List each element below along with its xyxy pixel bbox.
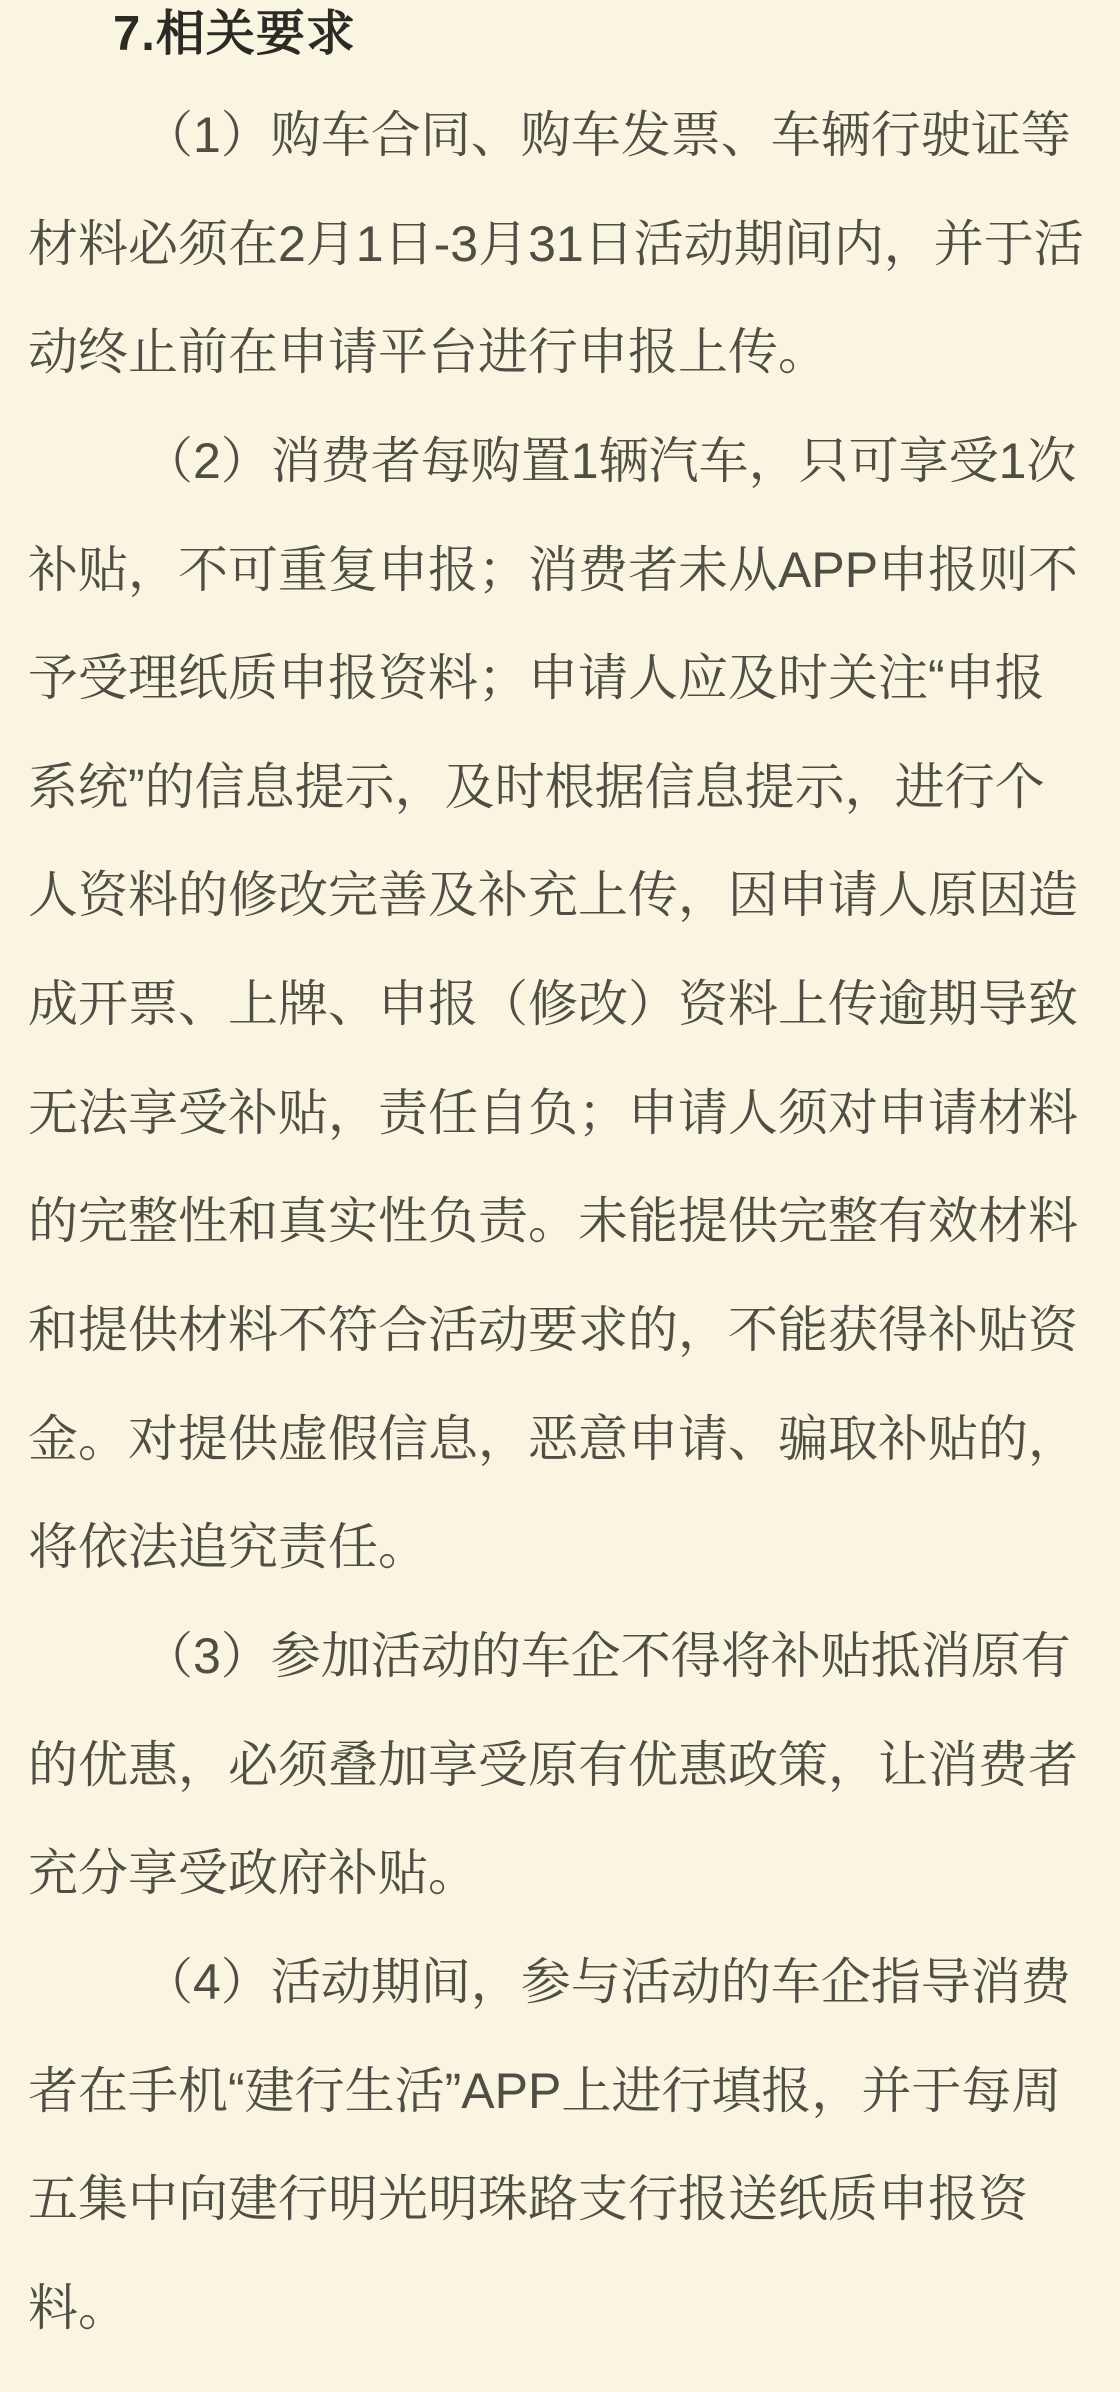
text-line: 予受理纸质申报资料；申请人应及时关注“申报 bbox=[28, 650, 1045, 707]
text-line: （3）参加活动的车企不得将补贴抵消原有 bbox=[143, 1627, 1071, 1684]
text-line: 成开票、上牌、申报（修改）资料上传逾期导致 bbox=[28, 976, 1078, 1033]
text-line: 人资料的修改完善及补充上传，因申请人原因造 bbox=[28, 867, 1078, 924]
text-line: 材料必须在2月1日-3月31日活动期间内，并于活 bbox=[28, 215, 1084, 272]
text-line: （2）消费者每购置1辆汽车，只可享受1次 bbox=[143, 432, 1077, 489]
text-line: 补贴，不可重复申报；消费者未从APP申报则不 bbox=[28, 541, 1079, 598]
text-line: 动终止前在申请平台进行申报上传。 bbox=[28, 324, 828, 381]
text-line: 金。对提供虚假信息，恶意申请、骗取补贴的， bbox=[28, 1410, 1078, 1467]
text-line: 系统”的信息提示，及时根据信息提示，进行个 bbox=[28, 758, 1045, 815]
section-heading: 7.相关要求 bbox=[113, 7, 356, 61]
text-line: 无法享受补贴，责任自负；申请人须对申请材料 bbox=[28, 1084, 1078, 1141]
text-line: （4）活动期间，参与活动的车企指导消费 bbox=[143, 1953, 1071, 2010]
text-line: 和提供材料不符合活动要求的，不能获得补贴资 bbox=[28, 1302, 1078, 1359]
text-line: 料。 bbox=[28, 2279, 128, 2336]
text-line: 者在手机“建行生活”APP上进行填报，并于每周 bbox=[28, 2062, 1062, 2119]
text-line: （1）购车合同、购车发票、车辆行驶证等 bbox=[143, 107, 1071, 163]
text-line: 五集中向建行明光明珠路支行报送纸质申报资 bbox=[28, 2171, 1028, 2228]
text-line: 的优惠，必须叠加享受原有优惠政策，让消费者 bbox=[28, 1736, 1078, 1793]
article-body bbox=[28, 81, 1096, 2362]
text-line: 充分享受政府补贴。 bbox=[28, 1845, 478, 1902]
text-line: 将依法追究责任。 bbox=[28, 1519, 428, 1576]
text-line: 的完整性和真实性负责。未能提供完整有效材料 bbox=[28, 1193, 1078, 1250]
